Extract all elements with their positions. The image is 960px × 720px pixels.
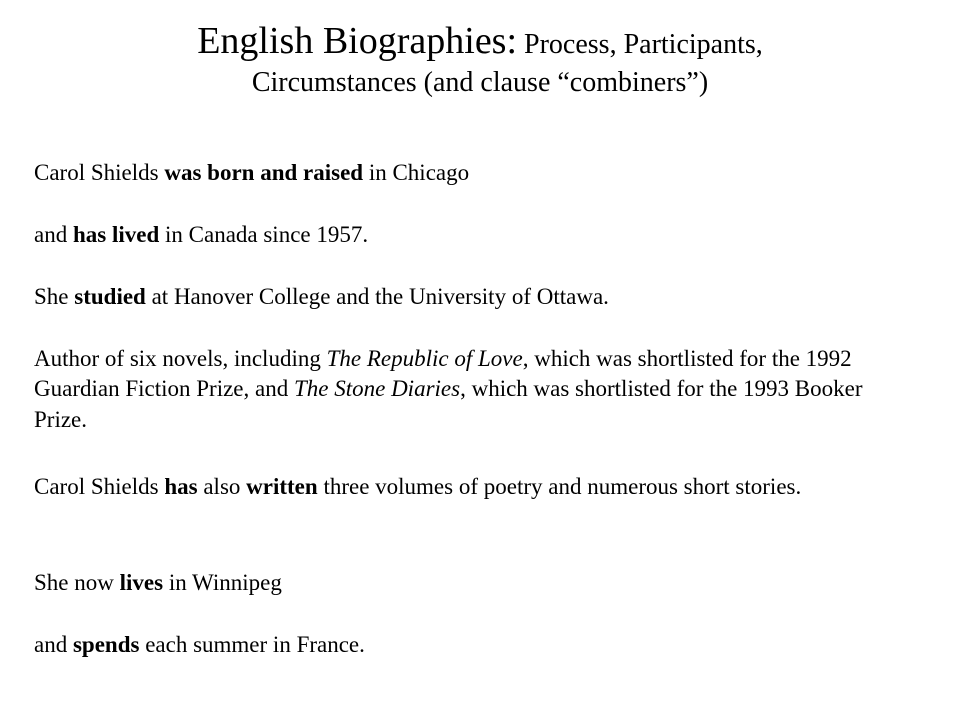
process-verb: has	[164, 474, 198, 499]
text-segment: She now	[34, 570, 120, 595]
text-segment: and	[34, 632, 73, 657]
process-verb: has lived	[72, 222, 160, 247]
text-segment: Carol Shields	[34, 160, 165, 185]
slide-title	[0, 18, 960, 101]
title-main: English Biographies:	[197, 20, 518, 62]
process-verb: spends	[72, 632, 140, 657]
text-segment: Carol Shields	[34, 474, 165, 499]
paragraph-spends-summer	[34, 630, 914, 660]
process-verb: was born and raised	[164, 160, 364, 185]
text-segment: at Hanover College and the University of Ottawa.	[145, 284, 609, 309]
text-segment: in Chicago	[363, 160, 470, 185]
title-sub: Process, Participants,	[517, 29, 763, 60]
title-line-2: Circumstances (and clause “combiners”)	[251, 67, 709, 99]
work-title: The Republic of Love	[326, 346, 523, 371]
process-verb: studied	[74, 284, 146, 309]
paragraph-studied	[34, 282, 914, 312]
paragraph-now-lives	[34, 568, 914, 598]
text-segment: and	[34, 222, 73, 247]
paragraph-has-written	[34, 472, 914, 502]
text-segment: in Winnipeg	[163, 570, 282, 595]
title-line-1	[0, 18, 960, 64]
text-segment: in Canada since 1957.	[159, 222, 369, 247]
text-segment: , which was shortlisted for the 1992 Guardian Fiction Prize, and	[34, 346, 852, 402]
process-verb: written	[246, 474, 318, 499]
text-segment: three volumes of poetry and numerous short stories.	[317, 474, 802, 499]
text-segment: She	[34, 284, 75, 309]
text-segment: , which was shortlisted for the 1993 Booker Prize.	[34, 376, 863, 432]
paragraph-has-lived	[34, 220, 914, 250]
paragraph-author-novels	[34, 344, 914, 435]
text-segment: each summer in France.	[139, 632, 365, 657]
process-verb: lives	[119, 570, 164, 595]
text-segment: also	[197, 474, 247, 499]
text-segment: Author of six novels, including	[34, 346, 327, 371]
work-title: The Stone Diaries	[293, 376, 461, 402]
paragraph-born-raised	[34, 158, 914, 188]
